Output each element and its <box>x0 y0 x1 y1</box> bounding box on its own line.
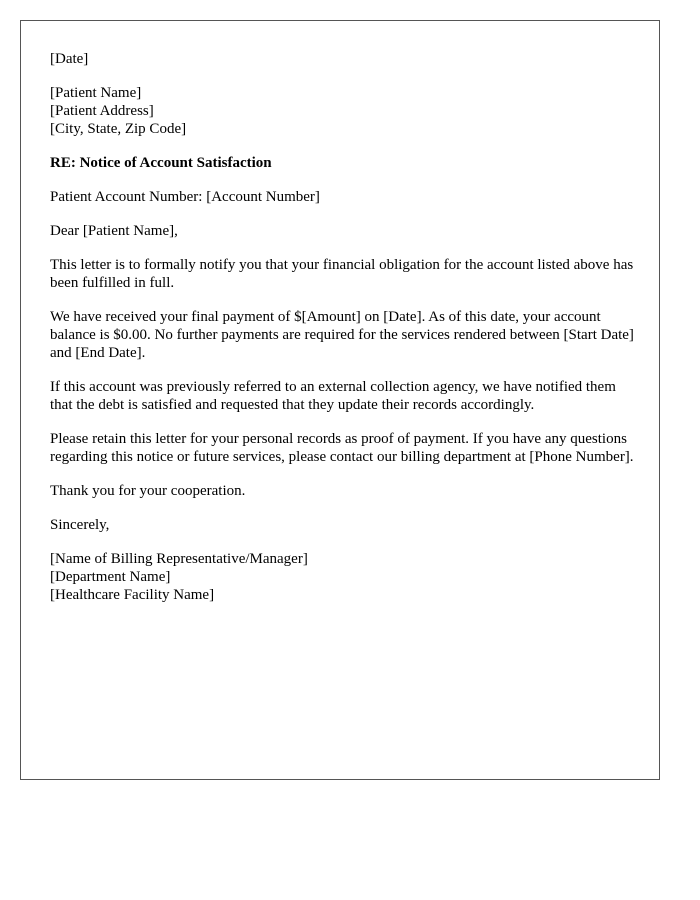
signature-facility: [Healthcare Facility Name] <box>50 587 215 603</box>
paragraph-collection-agency: If this account was previously referred to an external collection agency, we have notified them that the debt is satisfied and requested that they update their records accordingly. <box>50 379 616 413</box>
letter-date: [Date] <box>50 51 89 67</box>
recipient-address: [Patient Address] <box>50 103 154 119</box>
letter-subject: RE: Notice of Account Satisfaction <box>50 155 272 171</box>
paragraph-retain-letter: Please retain this letter for your personal records as proof of payment. If you have any questions regarding this notice or future services, please contact our billing department at [Phone Number]. <box>50 431 634 465</box>
signature-department: [Department Name] <box>50 569 171 585</box>
paragraph-notification: This letter is to formally notify you that your financial obligation for the account listed above has been fulfilled in full. <box>50 257 634 291</box>
recipient-block <box>50 84 635 138</box>
account-number-line: Patient Account Number: [Account Number] <box>50 189 320 205</box>
letter-body <box>50 50 635 620</box>
salutation: Dear [Patient Name], <box>50 223 178 239</box>
recipient-name: [Patient Name] <box>50 85 142 101</box>
paragraph-thank-you: Thank you for your cooperation. <box>50 483 246 499</box>
recipient-city-state-zip: [City, State, Zip Code] <box>50 121 187 137</box>
paragraph-payment-received: We have received your final payment of $[Amount] on [Date]. As of this date, your account balance is $0.00. No further payments are required for the services rendered between [Start Date] and [End Date]. <box>50 309 634 361</box>
letter-page <box>20 20 660 780</box>
closing: Sincerely, <box>50 517 110 533</box>
signature-name: [Name of Billing Representative/Manager] <box>50 551 308 567</box>
signature-block <box>50 550 635 604</box>
